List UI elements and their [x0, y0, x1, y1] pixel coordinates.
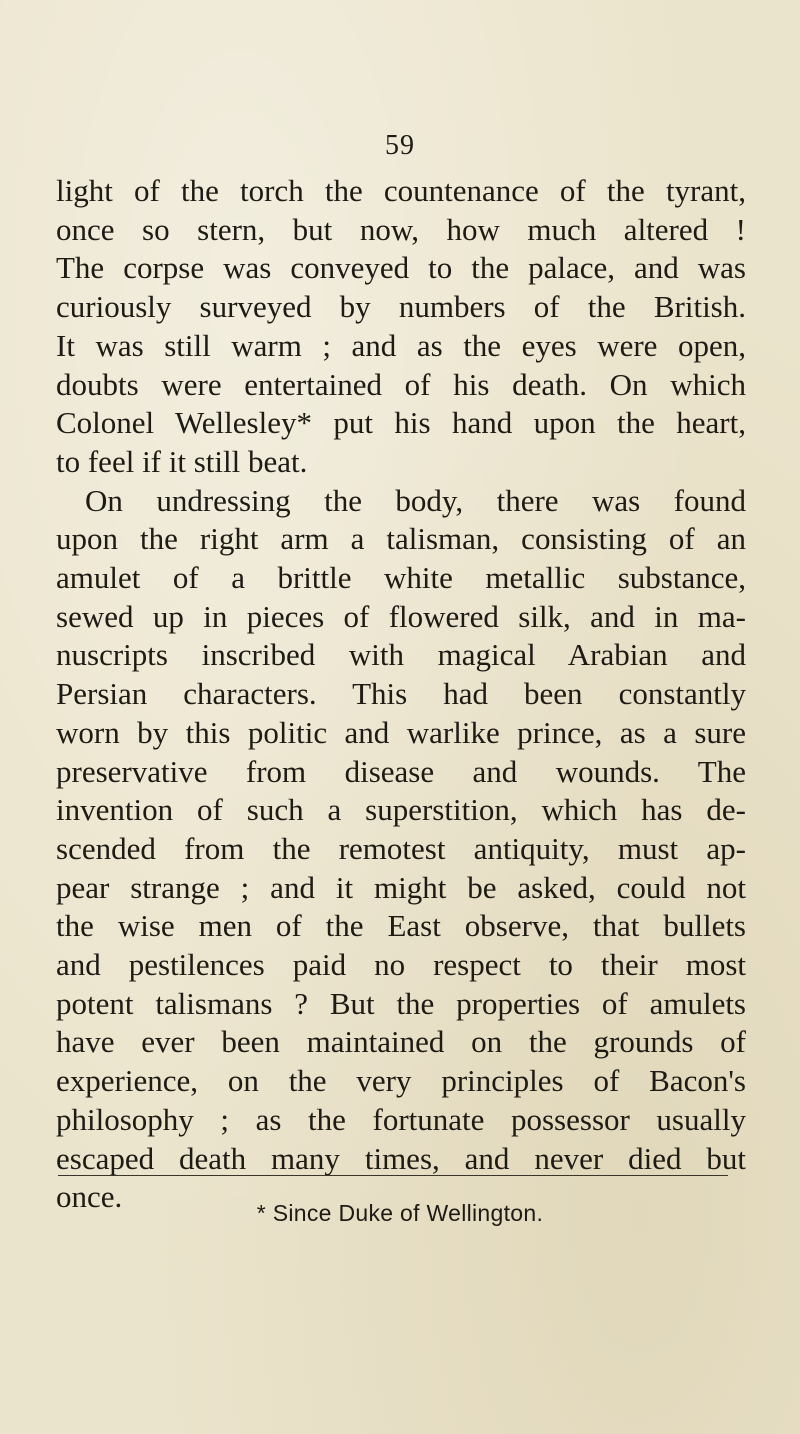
text-line: doubts were entertained of his death. On which [56, 366, 746, 402]
text-line: The corpse was conveyed to the palace, and was [56, 250, 746, 286]
text-line: have ever been maintained on the grounds of [56, 1024, 746, 1060]
footnote: * Since Duke of Wellington. [256, 1200, 544, 1226]
page-number: 59 [385, 130, 415, 161]
text-line: upon the right arm a talisman, consisting of an [56, 521, 746, 557]
footnote-divider [58, 1175, 728, 1176]
text-line: invention of such a superstition, which has de- [56, 792, 746, 828]
text-line: Colonel Wellesley* put his hand upon the heart, [56, 405, 746, 441]
text-line: On undressing the body, there was found [85, 482, 746, 518]
text-line: light of the torch the countenance of the tyrant, [56, 173, 746, 208]
text-line: philosophy ; as the fortunate possessor usually [56, 1101, 746, 1137]
text-line: scended from the remotest antiquity, must ap- [56, 830, 746, 866]
text-line: and pestilences paid no respect to their most [56, 947, 746, 983]
text-line: sewed up in pieces of flowered silk, and in ma- [56, 598, 746, 634]
text-line: preservative from disease and wounds. The [56, 753, 746, 789]
text-line: experience, on the very principles of Bacon's [56, 1063, 746, 1099]
text-line: pear strange ; and it might be asked, could not [56, 869, 746, 905]
text-line: Persian characters. This had been constantly [56, 676, 746, 712]
text-line: once. [56, 1179, 123, 1215]
text-line: nuscripts inscribed with magical Arabian and [56, 637, 746, 673]
text-line: curiously surveyed by numbers of the British. [56, 289, 746, 325]
text-line: potent talismans ? But the properties of amulets [56, 985, 746, 1021]
text-line: escaped death many times, and never died but [56, 1140, 746, 1176]
text-line: to feel if it still beat. [56, 443, 308, 479]
text-line: worn by this politic and warlike prince, as a sure [56, 714, 746, 750]
text-line: It was still warm ; and as the eyes were open, [56, 327, 746, 363]
text-line: once so stern, but now, how much altered ! [56, 211, 746, 247]
body-text [56, 172, 746, 1217]
text-line: the wise men of the East observe, that bullets [56, 908, 746, 944]
text-line: amulet of a brittle white metallic substance, [56, 560, 746, 596]
